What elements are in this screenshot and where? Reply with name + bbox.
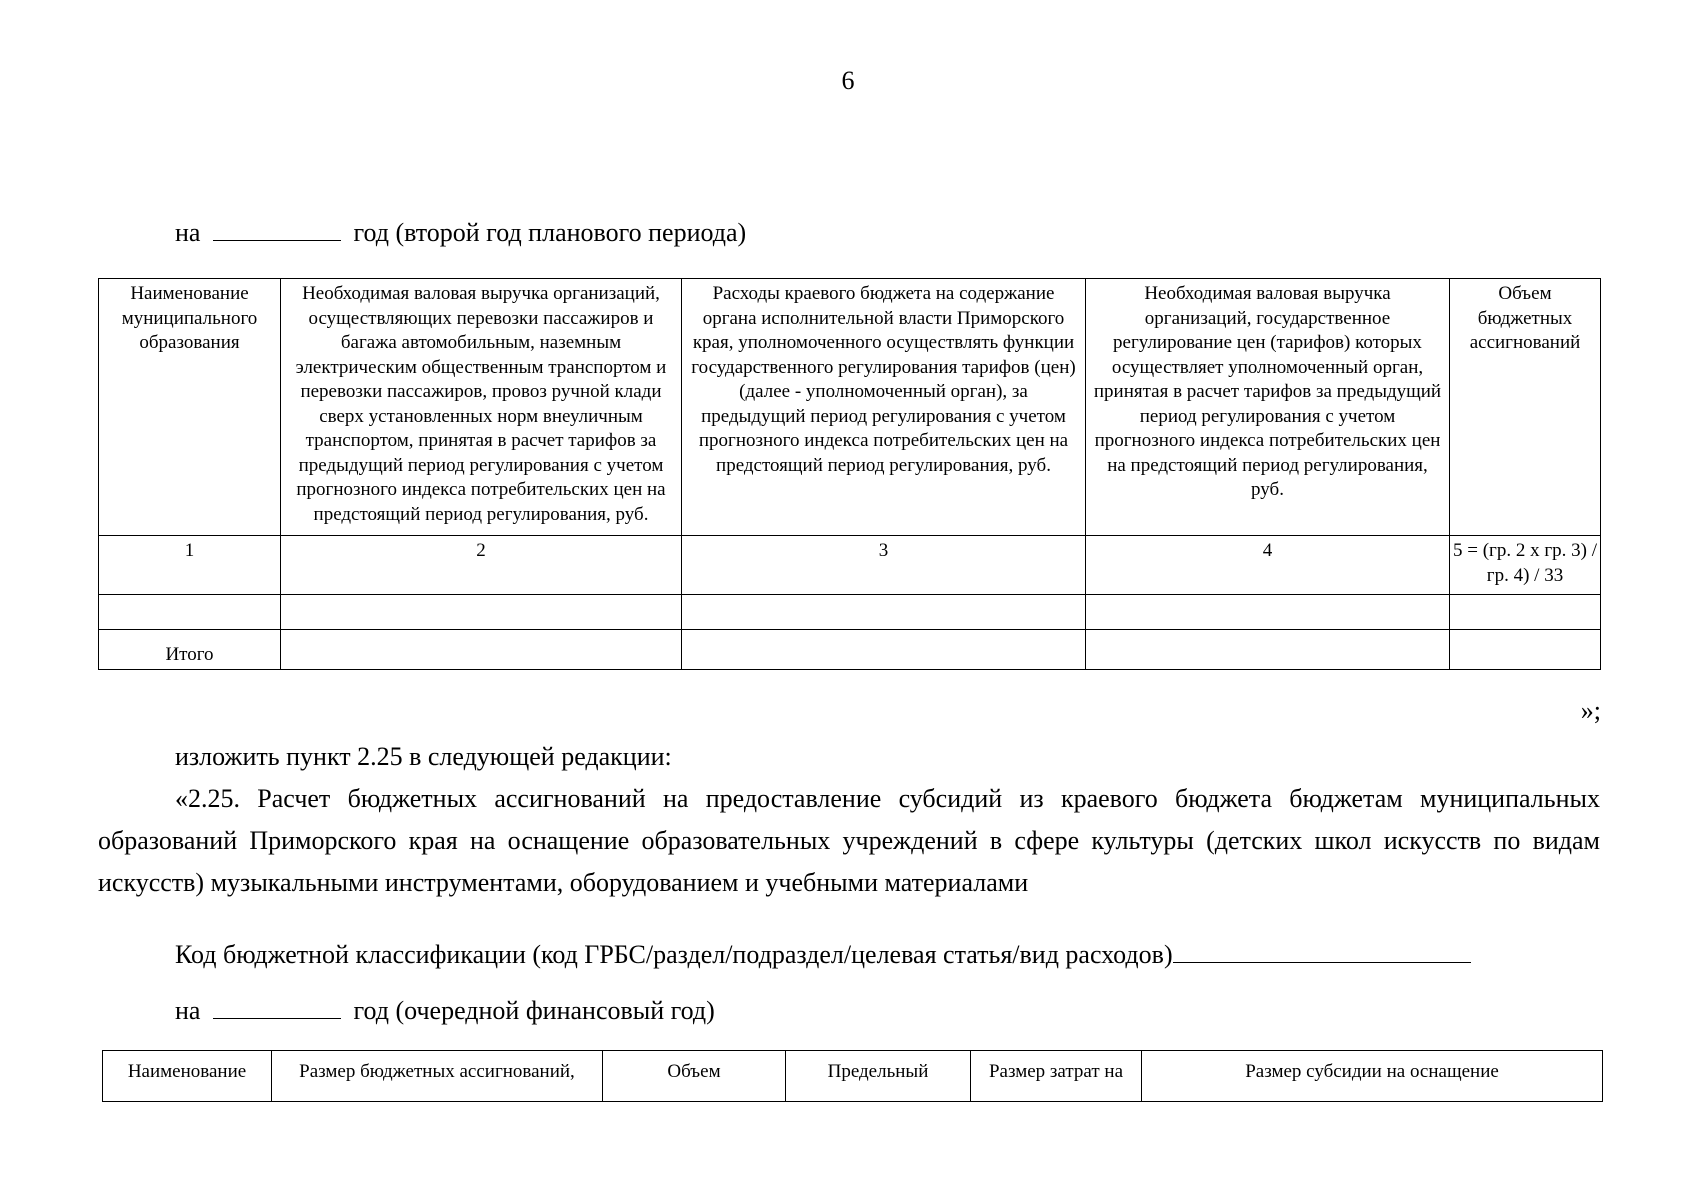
- header-cell-gross-revenue-transport: Необходимая валовая выручка организаций, осуществляющих перевозки пассажиров и багажа автомобильным, наземным электрическим общественным транспортом и перевозки пассажиров, провоз ручной клади сверх установленных норм внеуличным транспортом, принятая в расчет тарифов за предыдущий период регулирования с учетом прогнозного индекса потребительских цен на предстоящий период регулирования, руб.: [281, 279, 682, 536]
- header-cell-municipality: Наименование муниципального образования: [99, 279, 281, 536]
- header-cell-allocation-size: Размер бюджетных ассигнований,: [272, 1051, 603, 1102]
- year-blank-line: [213, 220, 341, 241]
- total-row: [99, 630, 1601, 670]
- budget-calculation-table: [98, 278, 1601, 670]
- empty-cell: [682, 630, 1086, 670]
- header-cell-regional-budget-expenses: Расходы краевого бюджета на содержание органа исполнительной власти Приморского края, уполномоченного осуществлять функции государственного регулирования тарифов (цен) (далее - уполномоченный орган), за предыдущий период регулирования с учетом прогнозного индекса потребительских цен на предстоящий период регулирования, руб.: [682, 279, 1086, 536]
- heading-suffix: год (второй год планового периода): [353, 218, 747, 247]
- heading-prefix: на: [175, 996, 201, 1025]
- header-cell-budget-allocation: Объем бюджетных ассигнований: [1450, 279, 1601, 536]
- column-number-cell: 1: [99, 536, 281, 595]
- table-header-row: [103, 1051, 1603, 1102]
- empty-cell: [1450, 595, 1601, 630]
- column-formula-cell: 5 = (гр. 2 х гр. 3) / гр. 4) / 33: [1450, 536, 1601, 595]
- year-blank-line: [213, 998, 341, 1019]
- header-cell-volume: Объем: [603, 1051, 786, 1102]
- budget-classification-line: [175, 940, 1471, 970]
- column-number-cell: 2: [281, 536, 682, 595]
- column-number-cell: 4: [1086, 536, 1450, 595]
- header-cell-name: Наименование: [103, 1051, 272, 1102]
- header-cell-cost-size: Размер затрат на: [971, 1051, 1142, 1102]
- heading-prefix: на: [175, 218, 201, 247]
- heading-suffix: год (очередной финансовый год): [353, 996, 715, 1025]
- header-cell-limit: Предельный: [786, 1051, 971, 1102]
- empty-cell: [682, 595, 1086, 630]
- page-number: 6: [841, 66, 855, 95]
- column-number-row: [99, 536, 1601, 595]
- clause-2-25-paragraph: «2.25. Расчет бюджетных ассигнований на предоставление субсидий из краевого бюджета бюджетам муниципальных образований Приморского края на оснащение образовательных учреждений в сфере культуры (детских школ искусств по видам искусств) музыкальными инструментами, оборудованием и учебными материалами: [98, 784, 1600, 897]
- closing-quote: »;: [1580, 696, 1601, 725]
- empty-cell: [1086, 595, 1450, 630]
- empty-cell: [1450, 630, 1601, 670]
- kbk-blank-line: [1173, 942, 1471, 963]
- column-number-cell: 3: [682, 536, 1086, 595]
- total-label: Итого: [99, 630, 281, 670]
- empty-cell: [281, 595, 682, 630]
- empty-cell: [1086, 630, 1450, 670]
- period-heading-second-year: [175, 218, 746, 248]
- empty-cell: [99, 595, 281, 630]
- table-row: [99, 595, 1601, 630]
- period-heading-current-year: [175, 996, 715, 1026]
- header-cell-subsidy-size: Размер субсидии на оснащение: [1142, 1051, 1603, 1102]
- subsidy-calculation-table: [102, 1050, 1603, 1102]
- table-header-row: [99, 279, 1601, 536]
- header-cell-gross-revenue-regulated: Необходимая валовая выручка организаций, государственное регулирование цен (тарифов) которых осуществляет уполномоченный орган, принятая в расчет тарифов за предыдущий период регулирования с учетом прогнозного индекса потребительских цен на предстоящий период регулирования, руб.: [1086, 279, 1450, 536]
- empty-cell: [281, 630, 682, 670]
- instruction-paragraph: изложить пункт 2.25 в следующей редакции:: [175, 742, 672, 771]
- kbk-label: Код бюджетной классификации (код ГРБС/раздел/подраздел/целевая статья/вид расходов): [175, 940, 1173, 969]
